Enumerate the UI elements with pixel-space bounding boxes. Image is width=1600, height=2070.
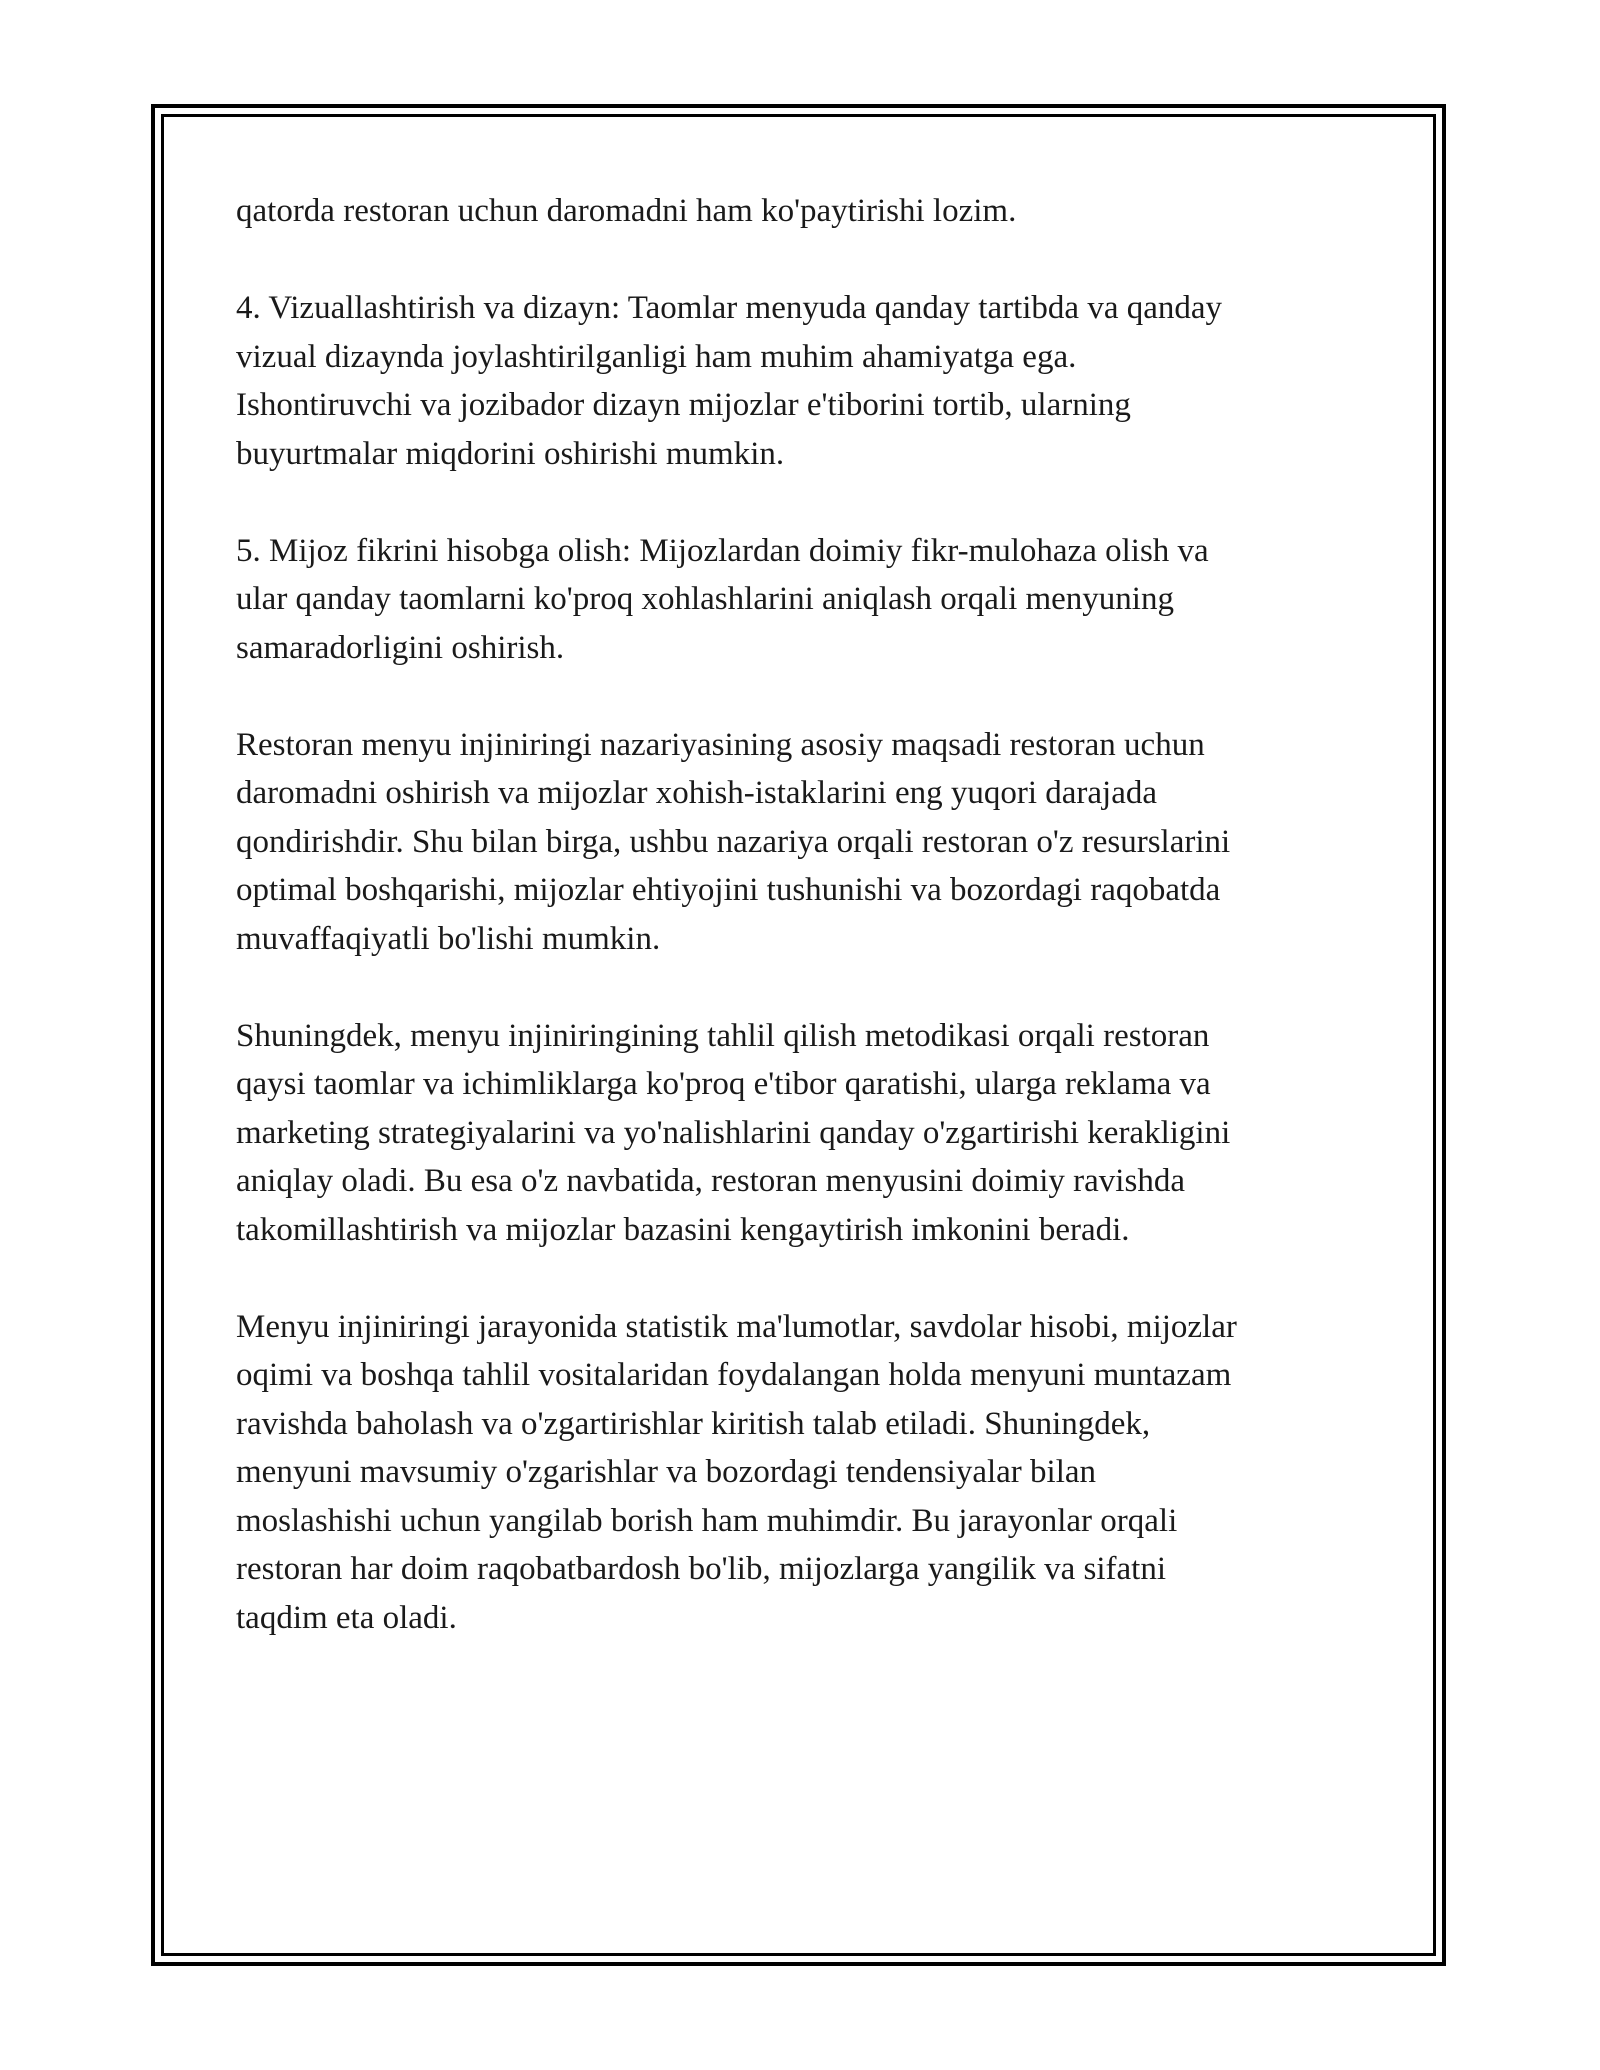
paragraph-analysis-methodology: Shuningdek, menyu injiniringining tahlil qilish metodikasi orqali restoran qaysi taomlar va ichimliklarga ko'proq e'tibor qaratishi, ularga reklama va marketing strategiyalarini va yo'nalishlarini qanday o'zgartirishi kerakligini aniqlay oladi. Bu esa o'z navbatida, restoran menyusini doimiy ravishda takomillashtirish va mijozlar bazasini kengaytirish imkonini beradi.	[236, 1017, 1231, 1248]
document-body	[236, 187, 1366, 1642]
paragraph-process: Menyu injiniringi jarayonida statistik ma'lumotlar, savdolar hisobi, mijozlar oqimi va boshqa tahlil vositalaridan foydalangan holda menyuni muntazam ravishda baholash va o'zgartirishlar kiritish talab etiladi. Shuningdek, menyuni mavsumiy o'zgarishlar va bozordagi tendensiyalar bilan moslashishi uchun yangilab borish ham muhimdir. Bu jarayonlar orqali restoran har doim raqobatbardosh bo'lib, mijozlarga yangilik va sifatni taqdim eta oladi.	[236, 1308, 1237, 1636]
paragraph-main-goal: Restoran menyu injiniringi nazariyasining asosiy maqsadi restoran uchun daromadni oshirish va mijozlar xohish-istaklarini eng yuqori darajada qondirishdir. Shu bilan birga, ushbu nazariya orqali restoran o'z resurslarini optimal boshqarishi, mijozlar ehtiyojini tushunishi va bozordagi raqobatda muvaffaqiyatli bo'lishi mumkin.	[236, 726, 1231, 957]
paragraph-visualization-design: 4. Vizuallashtirish va dizayn: Taomlar menyuda qanday tartibda va qanday vizual dizaynda joylashtirilganligi ham muhim ahamiyatga ega. Ishontiruvchi va jozibador dizayn mijozlar e'tiborini tortib, ularning buyurtmalar miqdorini oshirishi mumkin.	[236, 290, 1223, 472]
paragraph-continuation: qatorda restoran uchun daromadni ham ko'paytirishi lozim.	[236, 193, 1017, 229]
paragraph-customer-feedback: 5. Mijoz fikrini hisobga olish: Mijozlardan doimiy fikr-mulohaza olish va ular qanday taomlarni ko'proq xohlashlarini aniqlash orqali menyuning samaradorligini oshirish.	[236, 532, 1209, 666]
